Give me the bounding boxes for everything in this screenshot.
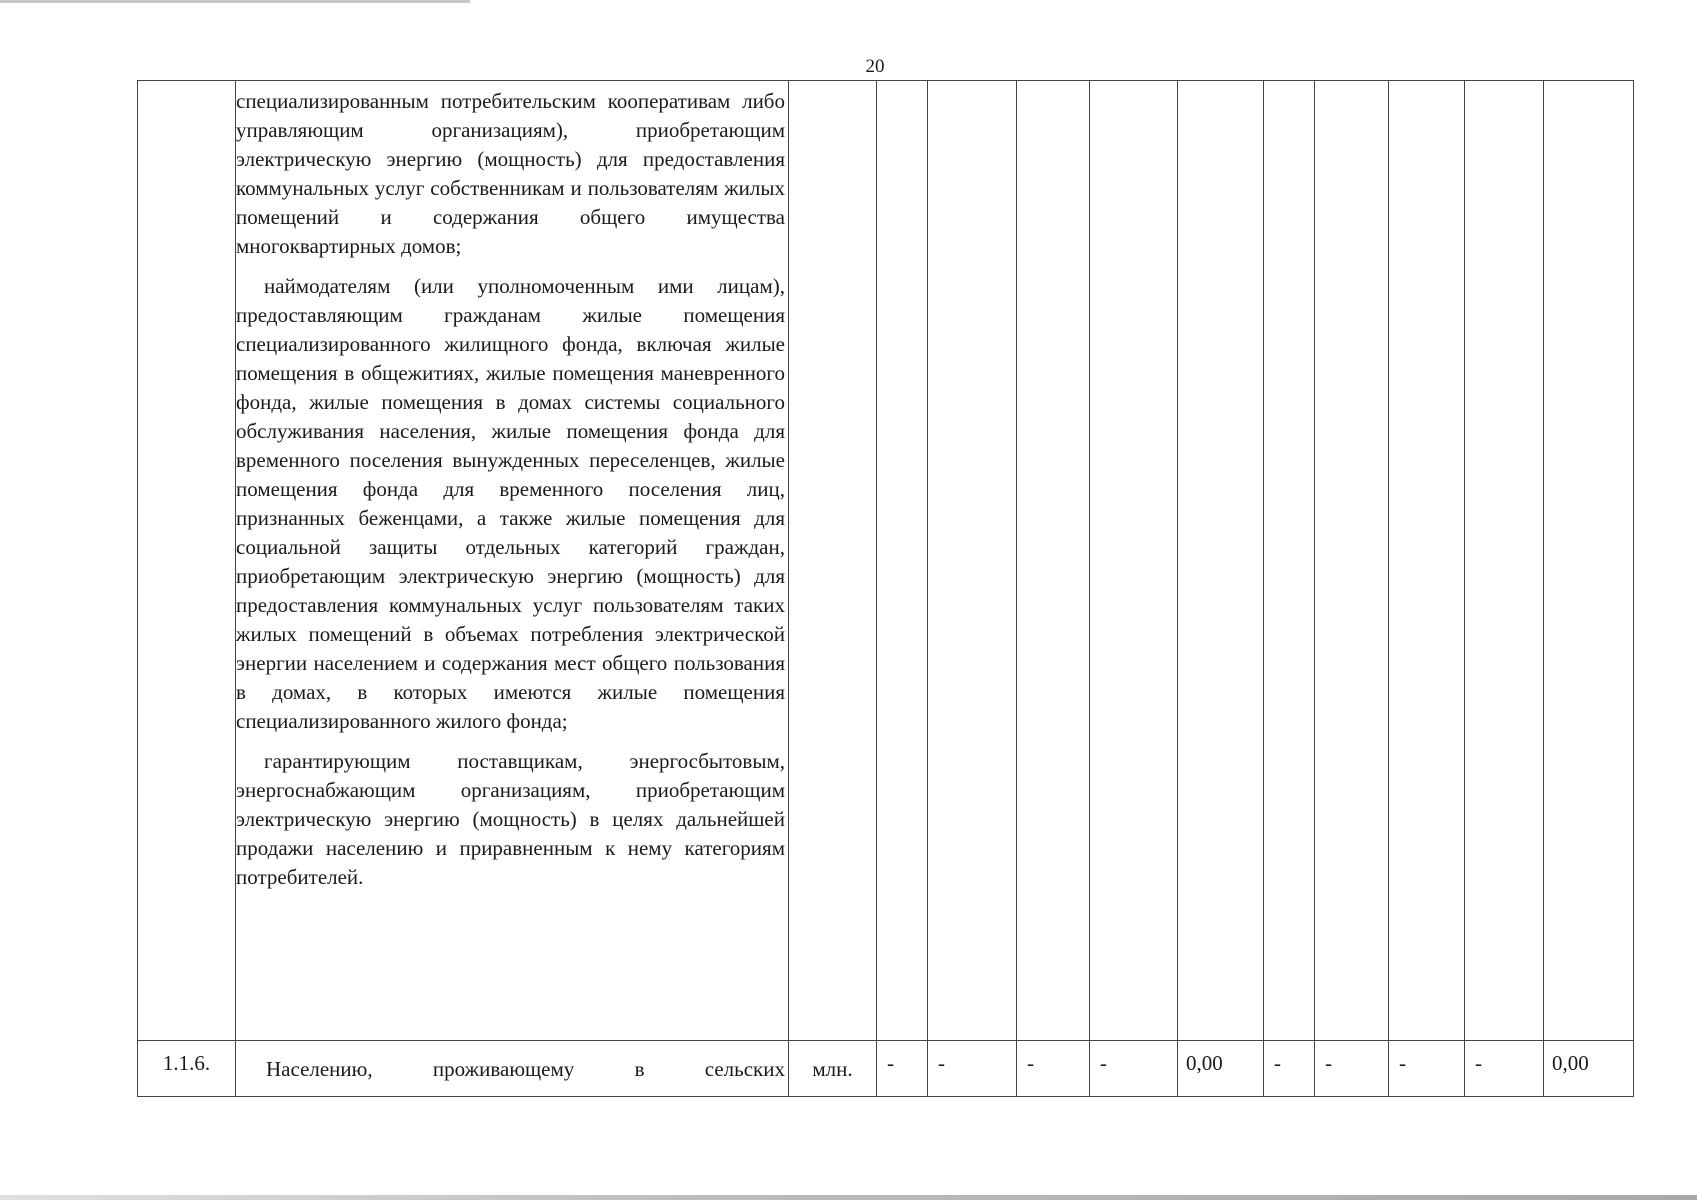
value-cell (1264, 81, 1315, 1041)
value-cell (1017, 81, 1090, 1041)
value-cell (1544, 81, 1634, 1041)
row-value: - (928, 1041, 1017, 1097)
unit-cell (789, 81, 877, 1041)
row-value: - (1264, 1041, 1315, 1097)
page-number: 20 (865, 56, 885, 77)
row-description-cell (236, 1041, 789, 1097)
table-row-1-1-6 (138, 1041, 1634, 1097)
row-value: - (877, 1041, 928, 1097)
row-unit: млн. (789, 1041, 877, 1097)
value-cell (1389, 81, 1465, 1041)
row-value: - (1389, 1041, 1465, 1097)
scan-bottom-edge (0, 1195, 1697, 1200)
table-row-continuation (138, 81, 1634, 1041)
row-number: 1.1.6. (138, 1041, 236, 1097)
value-cell (1090, 81, 1178, 1041)
description-paragraph: гарантирующим поставщикам, энергосбытовым, энергоснабжающим организациям, приобретающим электрическую энергию (мощность) в целях дальнейшей продажи населению и приравненным к нему категориям потребителей. (236, 749, 785, 889)
row-value: - (1090, 1041, 1178, 1097)
row-value: 0,00 (1544, 1041, 1634, 1097)
row-value: 0,00 (1178, 1041, 1264, 1097)
row-value: - (1465, 1041, 1544, 1097)
row-description: Населению, проживающему в сельских (266, 1057, 785, 1081)
tariff-table (137, 80, 1634, 1097)
value-cell (1465, 81, 1544, 1041)
value-cell (877, 81, 928, 1041)
value-cell (1315, 81, 1389, 1041)
value-cell (1178, 81, 1264, 1041)
scan-top-edge (0, 0, 470, 3)
description-cell (236, 81, 789, 1041)
description-paragraph: специализированным потребительским кооперативам либо управляющим организациям), приобретающим электрическую энергию (мощность) для предоставления коммунальных услуг собственникам и пользователям жилых помещений и содержания общего имущества многоквартирных домов; (236, 89, 785, 258)
description-paragraph: наймодателям (или уполномоченным ими лицам), предоставляющим гражданам жилые помещения специализированного жилищного фонда, включая жилые помещения в общежитиях, жилые помещения маневренного фонда, жилые помещения в домах системы социального обслуживания населения, жилые помещения фонда для временного поселения вынужденных переселенцев, жилые помещения фонда для временного поселения лиц, признанных беженцами, а также жилые помещения для социальной защиты отдельных категорий граждан, приобретающим электрическую энергию (мощность) для предоставления коммунальных услуг пользователям таких жилых помещений в объемах потребления электрической энергии населением и содержания мест общего пользования в домах, в которых имеются жилые помещения специализированного жилого фонда; (236, 274, 785, 733)
row-value: - (1315, 1041, 1389, 1097)
row-value: - (1017, 1041, 1090, 1097)
value-cell (928, 81, 1017, 1041)
row-number-cell (138, 81, 236, 1041)
